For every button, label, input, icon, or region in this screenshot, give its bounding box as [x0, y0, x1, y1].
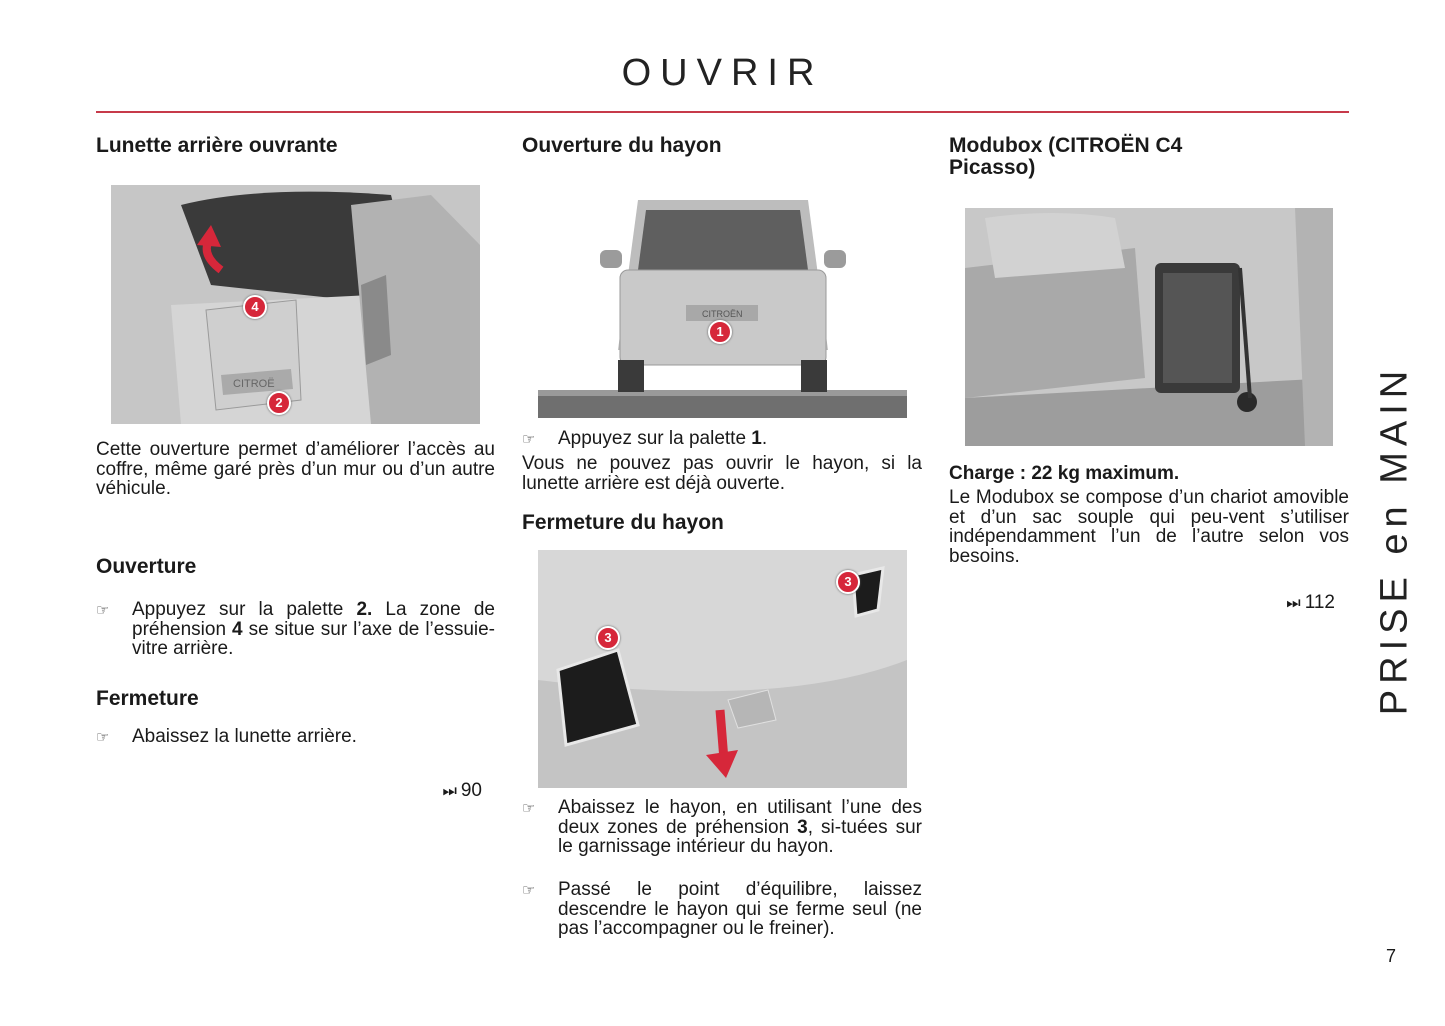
- bullet-fermeture-hayon-1: ☞ Abaissez le hayon, en utilisant l’une des deux zones de préhension 3, si-tuées sur le garnissage intérieur du hayon.: [522, 797, 923, 857]
- bullet-ouverture: ☞ Appuyez sur la palette 2. La zone de préhension 4 se situe sur l’axe de l’essuie-vitre arrière.: [96, 599, 496, 659]
- hayon-rear-illustration: [538, 190, 907, 418]
- charge-text: Charge : 22 kg maximum.: [949, 463, 1180, 484]
- next-page-icon: ⏭: [442, 783, 457, 800]
- badge-3-left: 3: [596, 626, 620, 650]
- fig-plate-text: CITROËN: [702, 309, 743, 319]
- pointing-hand-icon: ☞: [96, 602, 110, 619]
- page-title: OUVRIR: [621, 52, 824, 94]
- rear-window-illustration: [111, 185, 480, 424]
- hayon-note: Vous ne pouvez pas ouvrir le hayon, si la lunette arrière est déjà ouverte.: [522, 453, 922, 494]
- badge-1: 1: [708, 320, 732, 344]
- heading-lunette: Lunette arrière ouvrante: [96, 134, 338, 157]
- intro-text: Cette ouverture permet d’améliorer l’accès au coffre, même garé près d’un mur ou d’un autre véhicule.: [96, 439, 495, 499]
- fig-plate-text: CITROË: [233, 378, 275, 390]
- figure-hayon-rear: [538, 190, 907, 418]
- modubox-illustration: [965, 208, 1333, 446]
- heading-ouverture: Ouverture: [96, 555, 197, 578]
- bullet-fermeture: ☞ Abaissez la lunette arrière.: [96, 726, 357, 747]
- bullet-ouverture-hayon: ☞ Appuyez sur la palette 1.: [522, 428, 768, 449]
- bullet-fermeture-hayon-2: ☞ Passé le point d’équilibre, laissez descendre le hayon qui se ferme seul (ne pas l’accompagner ou le freiner).: [522, 879, 922, 939]
- modubox-description: Le Modubox se compose d’un chariot amovible et d’un sac souple qui peu-vent s’utiliser indépendamment l’un de l’autre selon vos besoins.: [949, 487, 1349, 567]
- pointing-hand-icon: ☞: [522, 800, 536, 817]
- figure-rear-window: [111, 185, 480, 424]
- badge-4: 4: [243, 295, 267, 319]
- figure-hayon-interior: [538, 550, 907, 788]
- page-number: 7: [1386, 946, 1397, 966]
- pointing-hand-icon: ☞: [96, 729, 110, 746]
- page-ref-112[interactable]: ⏭ 112: [1286, 592, 1335, 613]
- heading-ouverture-hayon: Ouverture du hayon: [522, 134, 722, 157]
- heading-fermeture-hayon: Fermeture du hayon: [522, 511, 724, 534]
- heading-modubox: Modubox (CITROËN C4 Picasso): [949, 134, 1183, 179]
- badge-3-right: 3: [836, 570, 860, 594]
- figure-modubox: [965, 208, 1333, 446]
- pointing-hand-icon: ☞: [522, 882, 536, 899]
- badge-2: 2: [267, 391, 291, 415]
- pointing-hand-icon: ☞: [522, 431, 536, 448]
- heading-fermeture: Fermeture: [96, 687, 199, 710]
- next-page-icon: ⏭: [1286, 595, 1301, 612]
- page-ref-90[interactable]: ⏭ 90: [442, 780, 482, 801]
- title-rule: [96, 111, 1349, 113]
- section-side-label: PRISE en MAIN: [1373, 364, 1416, 716]
